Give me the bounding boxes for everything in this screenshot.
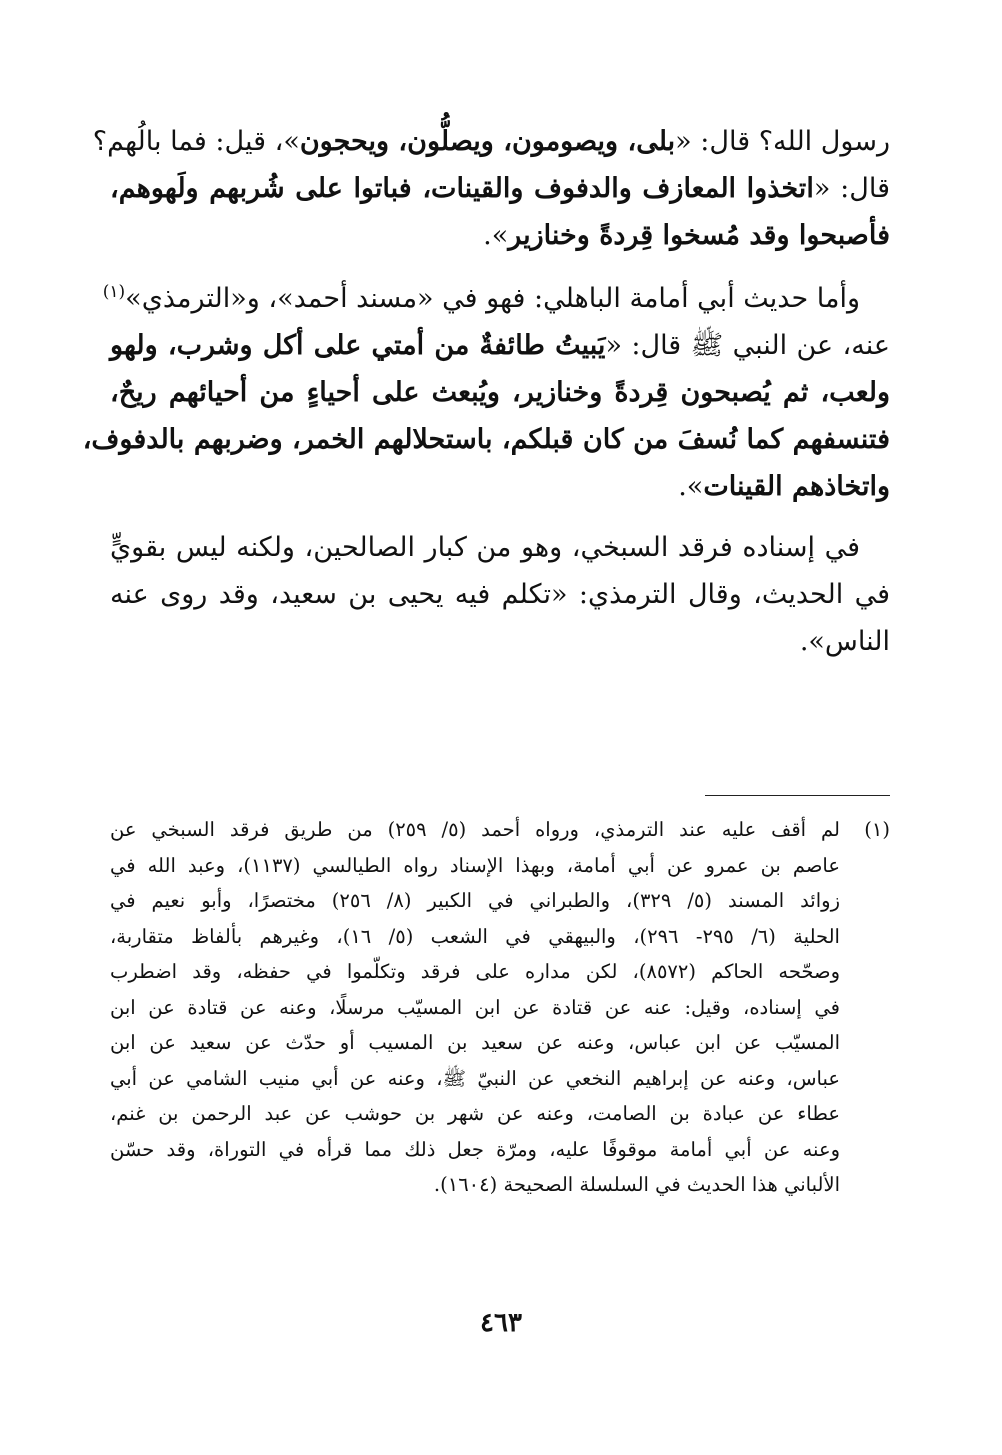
text-segment: عنه، عن النبي ﷺ قال: « [605,330,890,361]
footnote-divider [705,795,890,796]
text-line [102,275,890,322]
quote-text: اتخذوا المعازف والدفوف والقينات، فباتوا على شُربهم ولَهوهم، [110,173,814,204]
main-text [82,118,890,679]
text-segment: في إسناده فرقد السبخي، وهو من كبار الصالحين، ولكنه ليس بقويٍّ [110,532,860,563]
text-line [110,618,890,665]
footnote-line: المسيّب عن ابن عباس، وعنه عن سعيد بن المسيب أو حدّث عن سعيد عن ابن [110,1031,840,1054]
quote-text: فأصبحوا وقد مُسخوا قِردةً وخنازير [508,220,890,251]
text-line [110,463,890,510]
footnote-line [110,812,890,848]
footnote-line: الحلية (٦/ ٢٩٥- ٢٩٦)، والبيهقي في الشعب (٥/ ١٦)، وغيرهم بألفاظ متقاربة، [110,924,840,948]
footnote-line: وعنه عن أبي أمامة موقوفًا عليه، ومرّة جعل ذلك مما قرأه في التوراة، وقد حسّن [110,1137,840,1161]
footnotes [110,812,890,1203]
footnote-line: عباس، وعنه عن إبراهيم النخعي عن النبيّ ﷺ، وعنه عن أبي منيب الشامي عن أبي [110,1066,840,1090]
text-line [92,118,890,165]
text-line [82,416,890,463]
footnote-line: وصحّحه الحاكم (٨٥٧٢)، لكن مداره على فرقد وتكلّموا في حفظه، وقد اضطرب [110,960,840,983]
text-segment: الناس». [799,626,890,657]
text-segment: في الحديث، وقال الترمذي: «تكلم فيه يحيى بن سعيد، وقد روى عنه [110,579,890,610]
text-segment: ». [678,471,704,502]
text-line [110,369,890,416]
text-segment: قال: « [813,173,890,204]
text-line [110,571,890,618]
page-number: ٤٦٣ [480,1308,522,1338]
text-line [110,212,890,259]
quote-text: ولعب، ثم يُصبحون قِردةً وخنازير، ويُبعث على أحياءٍ من أحيائهم ريحٌ، [110,377,890,408]
footnote-text: لم أقف عليه عند الترمذي، ورواه أحمد (٥/ ٢٥٩) من طريق فرقد السبخي عن [110,818,840,841]
quote-text: فتنسفهم كما نُسفَ من كان قبلكم، باستحلالهم الخمر، وضربهم بالدفوف، [82,424,890,455]
quote-text: واتخاذهم القينات [703,471,890,502]
paragraph [110,524,890,665]
text-segment: وأما حديث أبي أمامة الباهلي: فهو في «مسند أحمد»، و«الترمذي» [125,283,860,314]
quote-text: يَبيتُ طائفةٌ من أمتي على أكل وشرب، ولهو [110,330,606,361]
footnote-reference[interactable]: (١) [102,282,126,302]
footnote-line: في إسناده، وقيل: عنه عن قتادة عن ابن المسيّب مرسلًا، وعنه عن قتادة عن ابن [110,995,840,1019]
text-line [110,165,890,212]
text-line [110,322,890,369]
footnote-line: عطاء عن عبادة بن الصامت، وعنه عن شهر بن حوشب عن عبد الرحمن بن غنم، [110,1102,840,1125]
quote-text: بلى، ويصومون، ويصلُّون، ويحجون [299,126,676,157]
paragraph [82,275,890,510]
footnote-line: الألباني هذا الحديث في السلسلة الصحيحة (١٦٠٤). [433,1173,840,1196]
text-segment: رسول الله؟ قال: « [675,126,890,157]
text-segment: ». [483,220,509,251]
footnote-line: عاصم بن عمرو عن أبي أمامة، وبهذا الإسناد رواه الطيالسي (١١٣٧)، وعبد الله في [110,853,840,877]
footnote-marker: (١) [864,818,890,841]
text-line [110,524,890,571]
footnote-line: زوائد المسند (٥/ ٣٢٩)، والطبراني في الكبير (٨/ ٢٥٦) مختصرًا، وأبو نعيم في [110,889,840,912]
text-segment: »، قيل: فما بالُهم؟ [92,126,300,157]
paragraph [92,118,890,259]
